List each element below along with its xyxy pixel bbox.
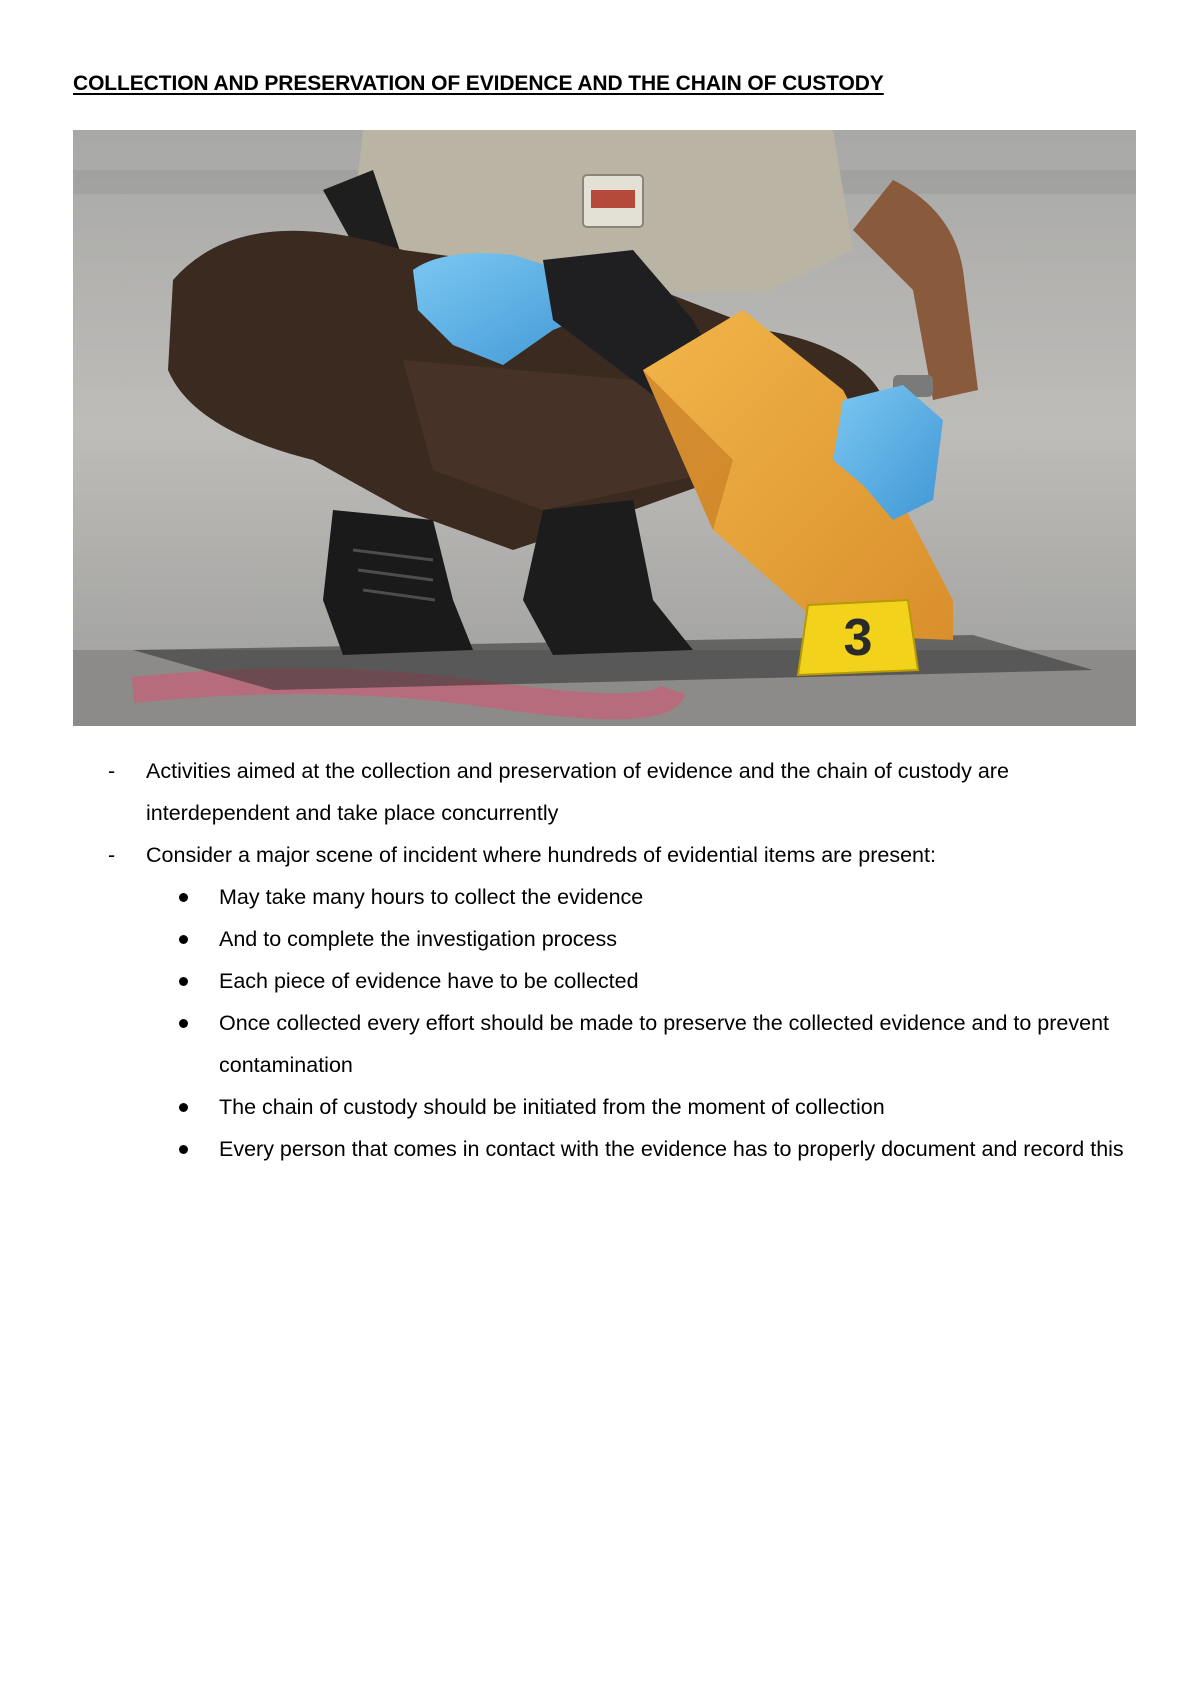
sub-list-item-text: Once collected every effort should be made to preserve the collected evidence and to prevent contamination <box>219 1011 1110 1077</box>
sub-list-item <box>146 918 1143 960</box>
sub-list-item <box>146 960 1143 1002</box>
page-title: COLLECTION AND PRESERVATION OF EVIDENCE AND THE CHAIN OF CUSTODY <box>73 72 884 95</box>
sub-list-item-text: Each piece of evidence have to be collected <box>219 969 639 993</box>
sub-list-item-text: Every person that comes in contact with the evidence has to properly document and record this <box>219 1137 1124 1161</box>
bullet-icon <box>179 1103 188 1112</box>
list-item <box>73 750 1143 834</box>
main-list <box>73 750 1143 1170</box>
bullet-icon <box>179 893 188 902</box>
list-item <box>73 834 1143 1170</box>
sub-list-item-text: The chain of custody should be initiated from the moment of collection <box>219 1095 885 1119</box>
bullet-icon <box>179 1019 188 1028</box>
sub-list-item-text: May take many hours to collect the evidence <box>219 885 644 909</box>
sub-list-item <box>146 1128 1143 1170</box>
list-item-text: Activities aimed at the collection and preservation of evidence and the chain of custody are interdependent and take place concurrently <box>146 759 1009 825</box>
crime-scene-photo <box>73 130 1136 726</box>
dash-marker: - <box>108 843 116 867</box>
bullet-icon <box>179 935 188 944</box>
sub-list-item <box>146 876 1143 918</box>
bullet-icon <box>179 1145 188 1154</box>
sub-list-item-text: And to complete the investigation process <box>219 927 617 951</box>
dash-marker: - <box>108 759 116 783</box>
sub-list-item <box>146 1002 1143 1086</box>
sub-list <box>146 876 1143 1170</box>
evidence-marker-number: 3 <box>843 609 873 667</box>
bullet-icon <box>179 977 188 986</box>
sub-list-item <box>146 1086 1143 1128</box>
list-item-text: Consider a major scene of incident where hundreds of evidential items are present: <box>146 843 936 867</box>
